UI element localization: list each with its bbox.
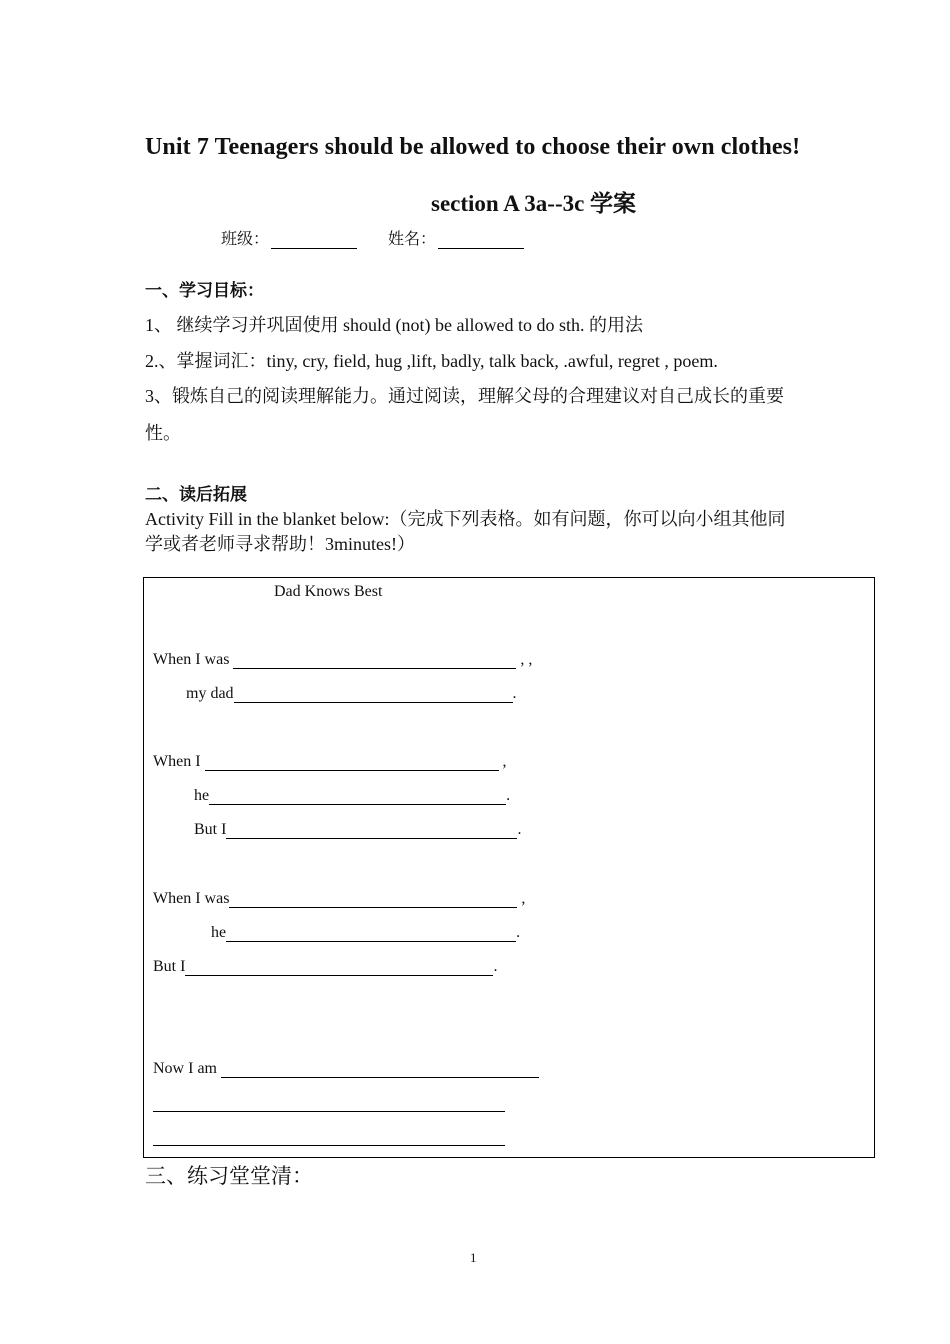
poem-title: Dad Knows Best [274,583,383,600]
prompt-text: But I [153,958,186,975]
fill-blank[interactable] [221,1061,539,1078]
line-extra-2 [153,1128,505,1146]
fill-blank[interactable] [209,788,506,805]
line-extra-1 [153,1094,505,1112]
class-label: 班级： [221,231,270,248]
activity-instruction-line1: Activity Fill in the blanket below:（完成下列表格。如有问题，你可以向小组其他同 [145,509,786,529]
objective-item-1: 1、 继续学习并巩固使用 should (not) be allowed to do sth. 的用法 [145,315,643,335]
fill-blank[interactable] [153,1129,505,1146]
line-now-i-am [153,1060,539,1078]
prompt-text: But I [194,821,227,838]
activity-box [143,577,875,1158]
prompt-text: my dad [186,685,234,702]
page-title: Unit 7 Teenagers should be allowed to choose their own clothes! [145,134,801,160]
line-but-i-1 [194,821,521,839]
punctuation: . [506,787,511,804]
fill-blank[interactable] [226,822,517,839]
page-subtitle: section A 3a--3c 学案 [431,191,637,216]
objective-item-3: 3、锻炼自己的阅读理解能力。通过阅读，理解父母的合理建议对自己成长的重要 [145,386,784,406]
fill-blank[interactable] [226,925,516,942]
line-my-dad [186,685,517,703]
punctuation: , , [520,651,533,668]
prompt-text: he [211,924,227,941]
fill-blank[interactable] [205,754,499,771]
punctuation: . [517,821,522,838]
class-blank[interactable] [271,232,357,249]
line-when-i-was-1 [153,651,532,669]
line-when-i [153,753,507,771]
line-when-i-was-2 [153,890,525,908]
section3-heading: 三、练习堂堂清： [145,1164,313,1188]
fill-blank[interactable] [229,891,517,908]
line-he-1 [194,787,510,805]
class-field [221,226,357,249]
prompt-text: he [194,787,210,804]
line-but-i-2 [153,958,497,976]
punctuation: . [493,958,498,975]
section2-heading: 二、读后拓展 [145,485,247,505]
activity-instruction-line2: 学或者老师寻求帮助！3minutes!） [145,534,415,554]
punctuation: , [521,890,526,907]
line-he-2 [211,924,520,942]
prompt-text: Now I am [153,1060,217,1077]
fill-blank[interactable] [233,652,516,669]
objective-item-3-cont: 性。 [145,423,181,443]
prompt-text: When I [153,753,201,770]
punctuation: , [502,753,507,770]
page-number: 1 [470,1250,477,1265]
name-label: 姓名： [388,231,437,248]
section1-heading: 一、学习目标： [145,281,264,301]
fill-blank[interactable] [153,1095,505,1112]
fill-blank[interactable] [234,686,513,703]
name-field [388,226,524,249]
objective-item-2: 2.、掌握词汇：tiny, cry, field, hug ,lift, badly, talk back, .awful, regret , poem. [145,351,718,371]
fill-blank[interactable] [185,959,493,976]
punctuation: . [512,685,517,702]
punctuation: . [516,924,521,941]
prompt-text: When I was [153,651,230,668]
name-blank[interactable] [438,232,524,249]
prompt-text: When I was [153,890,230,907]
